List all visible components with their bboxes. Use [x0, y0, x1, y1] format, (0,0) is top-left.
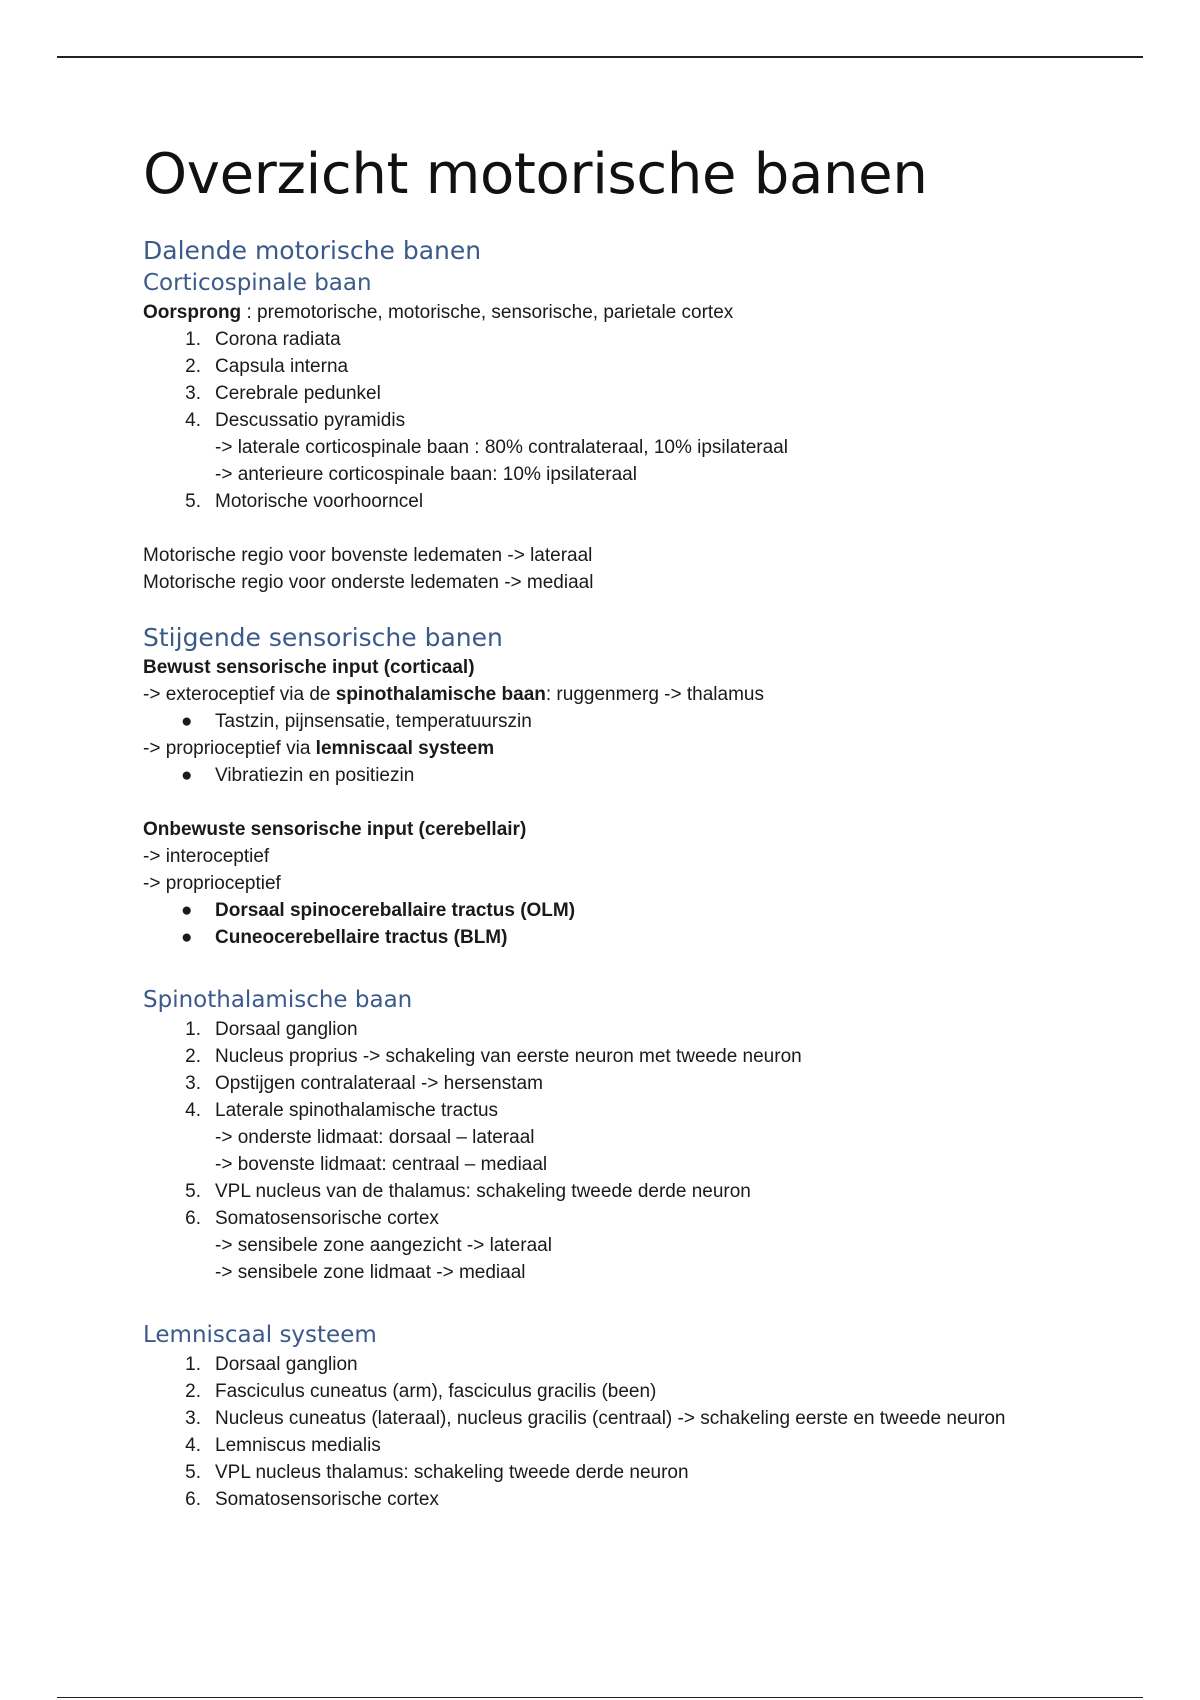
extero-line: -> exteroceptief via de spinothalamische baan: ruggenmerg -> thalamus	[143, 684, 764, 705]
list-item: ● Vibratiezin en positiezin	[143, 762, 1103, 789]
bullet-icon: ●	[181, 900, 193, 921]
list-item: 1. Dorsaal ganglion	[185, 1354, 358, 1375]
subheading-corticospinale: Corticospinale baan	[143, 270, 372, 296]
list-item: 4. Descussatio pyramidis	[185, 410, 406, 431]
bottom-rule	[57, 1697, 1143, 1698]
spino-steps	[143, 1016, 1103, 1286]
corticospinale-steps	[143, 326, 1103, 515]
list-item: 5. VPL nucleus thalamus: schakeling tweede derde neuron	[185, 1462, 689, 1483]
list-item: 5. VPL nucleus van de thalamus: schakeling tweede derde neuron	[185, 1181, 751, 1202]
list-item: 5. Motorische voorhoorncel	[185, 491, 424, 512]
sub-line: -> sensibele zone aangezicht -> lateraal	[215, 1235, 552, 1256]
list-item: 6. Somatosensorische cortex	[185, 1489, 439, 1510]
list-item: 3. Nucleus cuneatus (lateraal), nucleus gracilis (centraal) -> schakeling eerste en tweede neuron	[185, 1408, 1006, 1429]
note-line: Motorische regio voor bovenste ledematen -> lateraal	[143, 545, 593, 566]
sub-line: -> onderste lidmaat: dorsaal – lateraal	[215, 1127, 535, 1148]
bullet-icon: ●	[181, 927, 193, 948]
list-item: 3. Cerebrale pedunkel	[185, 383, 381, 404]
top-rule	[57, 56, 1143, 58]
list-item: 2. Capsula interna	[185, 356, 349, 377]
list-item: 1. Corona radiata	[185, 329, 341, 350]
heading-dalende: Dalende motorische banen	[143, 236, 482, 265]
list-item: ● Cuneocerebellaire tractus (BLM)	[143, 924, 1103, 951]
list-item: 2. Nucleus proprius -> schakeling van eerste neuron met tweede neuron	[185, 1046, 802, 1067]
list-item: 1. Dorsaal ganglion	[185, 1019, 358, 1040]
bullet-icon: ●	[181, 711, 193, 732]
proprio2-line: -> proprioceptief	[143, 873, 281, 894]
onbewust-heading: Onbewuste sensorische input (cerebellair)	[143, 819, 527, 840]
list-item: 3. Opstijgen contralateraal -> hersenstam	[185, 1073, 543, 1094]
oorsprong-line: Oorsprong : premotorische, motorische, sensorische, parietale cortex	[143, 302, 734, 323]
list-item: ● Dorsaal spinocereballaire tractus (OLM)	[143, 897, 1103, 924]
sub-line: -> bovenste lidmaat: centraal – mediaal	[215, 1154, 548, 1175]
sub-line: -> anterieure corticospinale baan: 10% ipsilateraal	[215, 464, 637, 485]
list-item: ● Tastzin, pijnsensatie, temperatuurszin	[143, 708, 1103, 735]
document-body	[143, 137, 1103, 1513]
sub-line: -> sensibele zone lidmaat -> mediaal	[215, 1262, 526, 1283]
list-item: 6. Somatosensorische cortex	[185, 1208, 439, 1229]
page-title: Overzicht motorische banen	[143, 142, 928, 207]
lemniscaal-steps	[143, 1351, 1103, 1513]
bullet-icon: ●	[181, 765, 193, 786]
bewust-heading: Bewust sensorische input (corticaal)	[143, 657, 475, 678]
intero-line: -> interoceptief	[143, 846, 270, 867]
list-item: 2. Fasciculus cuneatus (arm), fasciculus gracilis (been)	[185, 1381, 657, 1402]
proprio-line: -> proprioceptief via lemniscaal systeem	[143, 738, 495, 759]
sub-line: -> laterale corticospinale baan : 80% contralateraal, 10% ipsilateraal	[215, 437, 788, 458]
heading-lemniscaal: Lemniscaal systeem	[143, 1322, 377, 1348]
heading-stijgende: Stijgende sensorische banen	[143, 623, 503, 652]
note-line: Motorische regio voor onderste ledematen -> mediaal	[143, 572, 594, 593]
list-item: 4. Lemniscus medialis	[185, 1435, 381, 1456]
heading-spinothalamische: Spinothalamische baan	[143, 987, 413, 1013]
list-item: 4. Laterale spinothalamische tractus	[185, 1100, 499, 1121]
